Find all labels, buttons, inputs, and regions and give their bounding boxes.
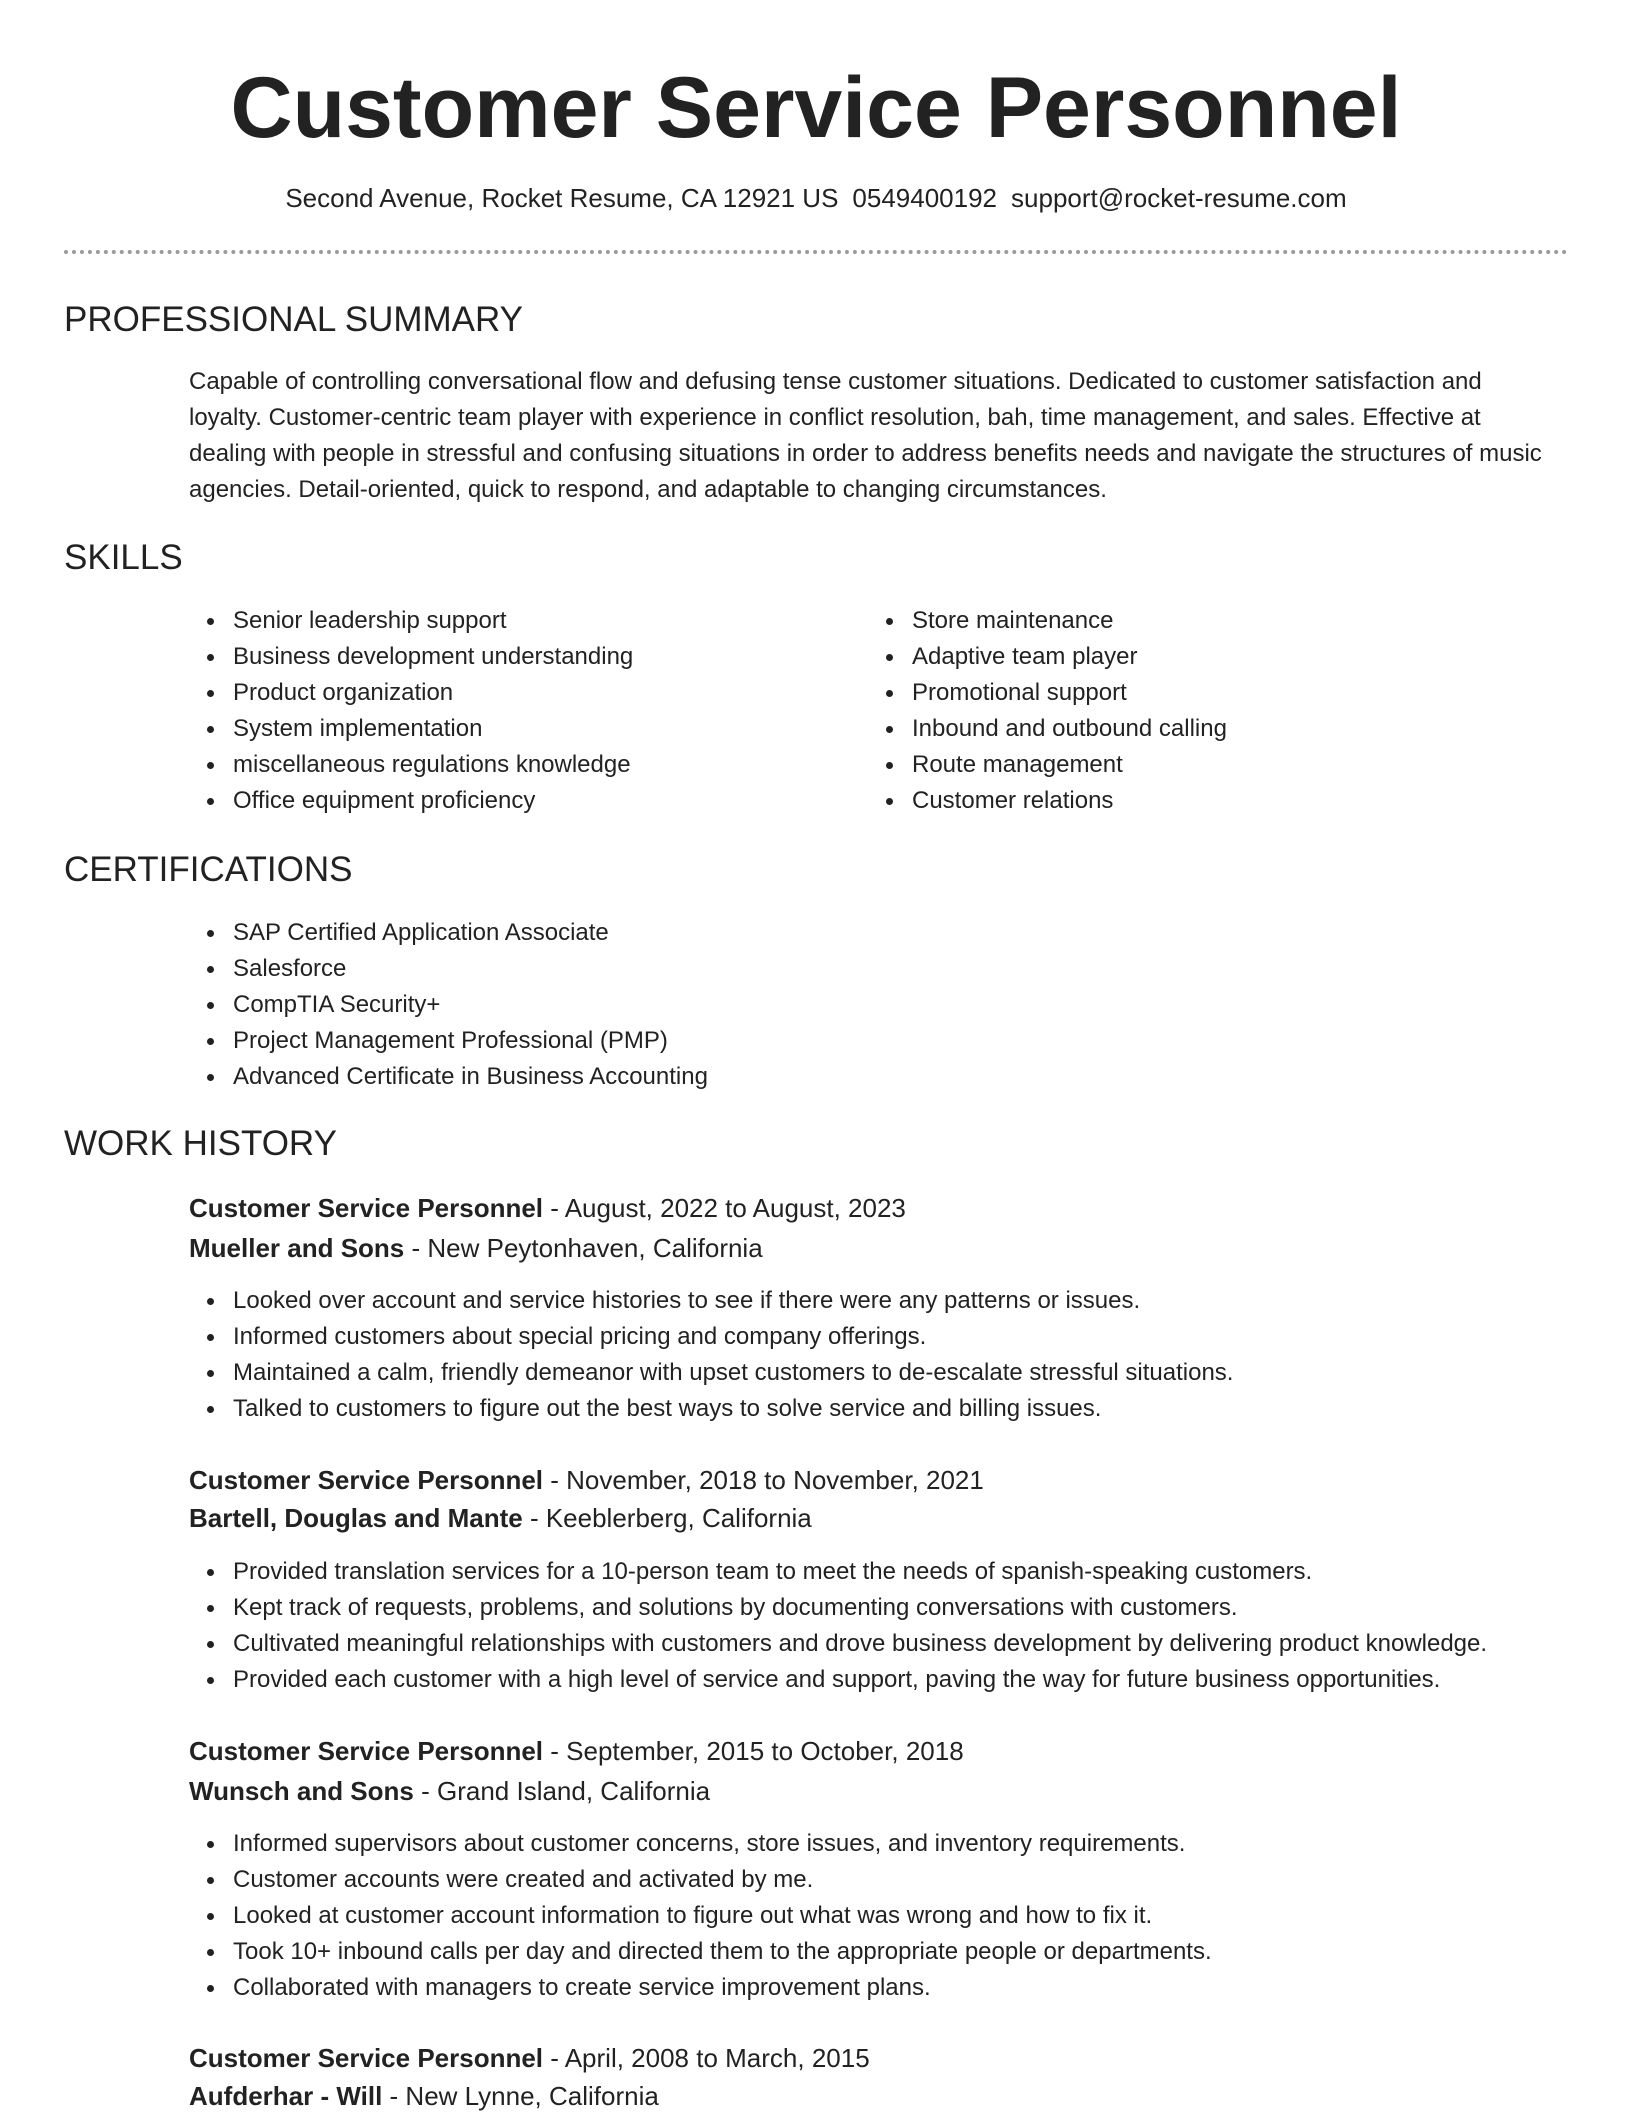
job-company-line (189, 1230, 763, 1266)
job-bullet: Customer accounts were created and activated by me. (233, 1862, 1613, 1898)
job-bullets (189, 1283, 1613, 1427)
job-title-line (189, 1733, 964, 1769)
skill-item: Route management (912, 747, 1532, 783)
job-bullet: Talked to customers to figure out the best ways to solve service and billing issues. (233, 1391, 1613, 1427)
work-history-heading: WORK HISTORY (64, 1124, 337, 1163)
job-location: - Grand Island, California (413, 1776, 711, 1806)
skills-list-right (868, 603, 1532, 819)
skills-list-left (189, 603, 853, 819)
job-title-line (189, 2040, 870, 2076)
job-bullet: Looked at customer account information to figure out what was wrong and how to fix it. (233, 1898, 1613, 1934)
job-dates: - April, 2008 to March, 2015 (543, 2043, 870, 2073)
contact-line (0, 180, 1632, 216)
job-bullet: Cultivated meaningful relationships with customers and drove business development by delivering product knowledge. (233, 1626, 1632, 1662)
job-company: Bartell, Douglas and Mante (189, 1503, 523, 1533)
job-title-line (189, 1462, 984, 1498)
skill-item: Customer relations (912, 783, 1532, 819)
job-bullet: Kept track of requests, problems, and solutions by documenting conversations with customers. (233, 1590, 1632, 1626)
job-bullets (189, 1826, 1613, 2006)
skill-item: Senior leadership support (233, 603, 853, 639)
skill-item: Office equipment proficiency (233, 783, 853, 819)
job-location: - New Peytonhaven, California (404, 1233, 763, 1263)
skill-item: Promotional support (912, 675, 1532, 711)
skills-heading: SKILLS (64, 538, 183, 577)
certification-item: SAP Certified Application Associate (233, 915, 1533, 951)
job-role: Customer Service Personnel (189, 2043, 544, 2073)
certification-item: CompTIA Security+ (233, 987, 1533, 1023)
job-company-line (189, 2078, 659, 2114)
job-bullet: Provided each customer with a high level of service and support, paving the way for future business opportunities. (233, 1662, 1632, 1698)
skill-item: System implementation (233, 711, 853, 747)
job-dates: - August, 2022 to August, 2023 (543, 1193, 906, 1223)
job-bullets (189, 1554, 1632, 1698)
job-title-line (189, 1190, 906, 1226)
job-bullet: Looked over account and service histories to see if there were any patterns or issues. (233, 1283, 1613, 1319)
certification-item: Project Management Professional (PMP) (233, 1023, 1533, 1059)
skill-item: Store maintenance (912, 603, 1532, 639)
skill-item: Business development understanding (233, 639, 853, 675)
job-bullet: Maintained a calm, friendly demeanor with upset customers to de-escalate stressful situations. (233, 1355, 1613, 1391)
job-company-line (189, 1500, 812, 1536)
summary-text: Capable of controlling conversational flow and defusing tense customer situations. Dedicated to customer satisfaction and loyalty. Customer-centric team player with experience in conflict resolution, bah, time management, and sales. Effective at dealing with people in stressful and confusing situations in order to address benefits needs and navigate the structures of music agencies. Detail-oriented, quick to respond, and adaptable to changing circumstances. (189, 368, 1542, 503)
skill-item: Product organization (233, 675, 853, 711)
job-company: Wunsch and Sons (189, 1776, 414, 1806)
job-dates: - September, 2015 to October, 2018 (543, 1736, 964, 1766)
contact-address: Second Avenue, Rocket Resume, CA 12921 US (285, 183, 839, 213)
certifications-list (189, 915, 1533, 1095)
certification-item: Salesforce (233, 951, 1533, 987)
summary-heading: PROFESSIONAL SUMMARY (64, 300, 523, 339)
job-location: - New Lynne, California (382, 2081, 659, 2111)
job-role: Customer Service Personnel (189, 1736, 544, 1766)
job-bullet: Informed customers about special pricing and company offerings. (233, 1319, 1613, 1355)
job-bullet: Informed supervisors about customer concerns, store issues, and inventory requirements. (233, 1826, 1613, 1862)
job-location: - Keeblerberg, California (522, 1503, 812, 1533)
skill-item: miscellaneous regulations knowledge (233, 747, 853, 783)
contact-email: support@rocket-resume.com (1011, 183, 1347, 213)
header-divider (64, 250, 1568, 254)
job-bullet: Collaborated with managers to create service improvement plans. (233, 1970, 1613, 2006)
skill-item: Inbound and outbound calling (912, 711, 1532, 747)
job-bullet: Took 10+ inbound calls per day and directed them to the appropriate people or departments. (233, 1934, 1613, 1970)
job-dates: - November, 2018 to November, 2021 (543, 1465, 984, 1495)
job-bullet: Provided translation services for a 10-person team to meet the needs of spanish-speaking customers. (233, 1554, 1632, 1590)
certifications-heading: CERTIFICATIONS (64, 850, 353, 889)
job-role: Customer Service Personnel (189, 1465, 544, 1495)
certification-item: Advanced Certificate in Business Accounting (233, 1059, 1533, 1095)
job-role: Customer Service Personnel (189, 1193, 544, 1223)
job-company: Aufderhar - Will (189, 2081, 383, 2111)
resume-name: Customer Service Personnel (230, 60, 1402, 156)
contact-phone: 0549400192 (852, 183, 998, 213)
job-company-line (189, 1773, 710, 1809)
skill-item: Adaptive team player (912, 639, 1532, 675)
job-company: Mueller and Sons (189, 1233, 405, 1263)
